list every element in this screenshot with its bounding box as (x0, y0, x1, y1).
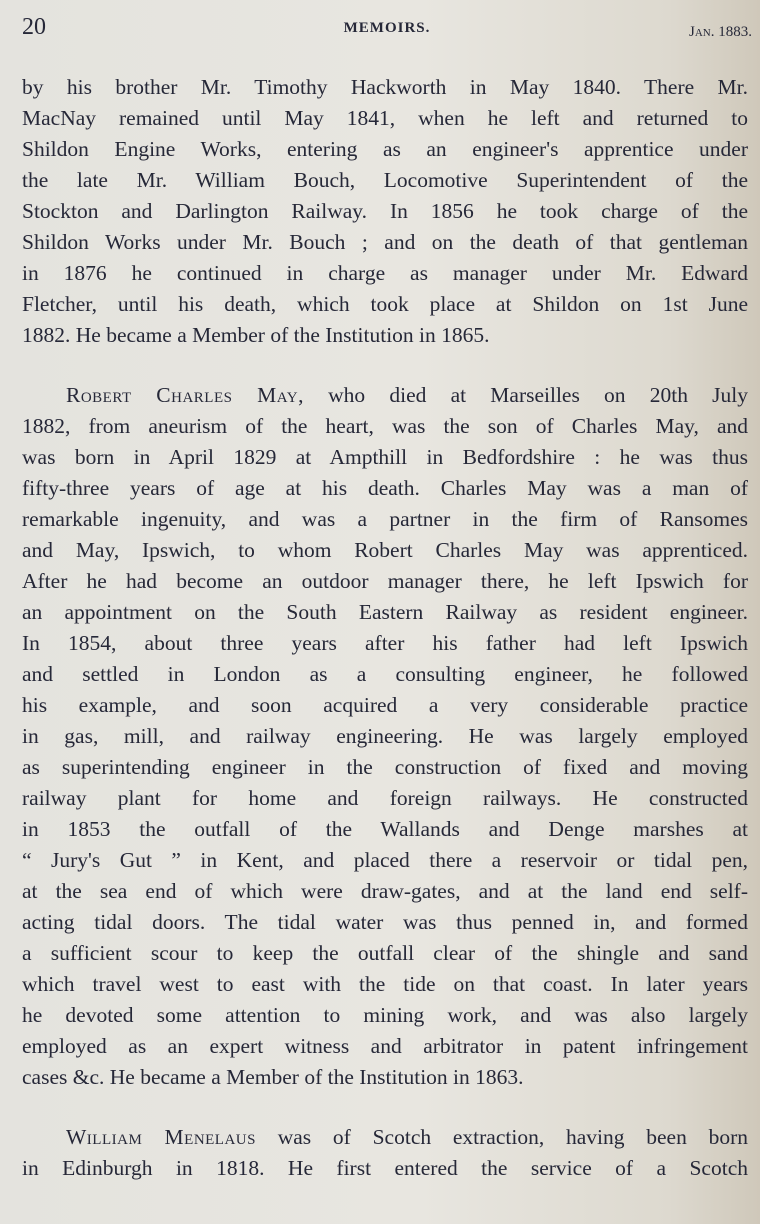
text-line (22, 845, 748, 876)
text-line (22, 442, 748, 473)
text-line (22, 938, 748, 969)
text-line (22, 1062, 748, 1093)
text-line (22, 1000, 748, 1031)
text-line (22, 258, 748, 289)
text-line (22, 289, 748, 320)
line-text: railway plant for home and foreign railways. He constructed (22, 786, 748, 810)
line-text: employed as an expert witness and arbitrator in patent infringement (22, 1034, 748, 1058)
text-line (22, 1153, 748, 1184)
text-line (22, 876, 748, 907)
text-line (22, 783, 748, 814)
text-line (22, 103, 748, 134)
text-line (22, 907, 748, 938)
memoir-paragraph (22, 380, 748, 1093)
line-text: a sufficient scour to keep the outfall clear of the shingle and sand (22, 941, 748, 965)
text-line (22, 721, 748, 752)
line-text: fifty-three years of age at his death. Charles May was a man of (22, 476, 748, 500)
line-text: Stockton and Darlington Railway. In 1856 he took charge of the (22, 199, 748, 223)
text-line (22, 72, 748, 103)
memoir-paragraph (22, 72, 748, 351)
text-line (22, 165, 748, 196)
line-text: which travel west to east with the tide on that coast. In later years (22, 972, 748, 996)
page-number: 20 (22, 14, 46, 40)
header-date: Jan. 1883. (689, 24, 752, 40)
line-text: in 1853 the outfall of the Wallands and Denge marshes at (22, 817, 748, 841)
line-text: and settled in London as a consulting engineer, he followed (22, 662, 748, 686)
line-text: at the sea end of which were draw-gates, and at the land end self- (22, 879, 748, 903)
text-line (22, 1122, 748, 1153)
running-title: MEMOIRS. (343, 20, 431, 36)
text-line (22, 535, 748, 566)
line-text: as superintending engineer in the construction of fixed and moving (22, 755, 748, 779)
line-text: Shildon Engine Works, entering as an engineer's apprentice under (22, 137, 748, 161)
text-line (22, 320, 748, 351)
line-text: the late Mr. William Bouch, Locomotive Superintendent of the (22, 168, 748, 192)
text-line (22, 134, 748, 165)
page-body (22, 72, 748, 1213)
line-text: was of Scotch extraction, having been born (255, 1125, 748, 1149)
line-text: he devoted some attention to mining work, and was also largely (22, 1003, 748, 1027)
line-text: MacNay remained until May 1841, when he left and returned to (22, 106, 748, 130)
line-text: and May, Ipswich, to whom Robert Charles May was apprenticed. (22, 538, 748, 562)
line-text: his example, and soon acquired a very considerable practice (22, 693, 748, 717)
page-header (22, 14, 752, 44)
memoir-name: Robert Charles May, (66, 383, 304, 407)
text-line (22, 380, 748, 411)
line-text: In 1854, about three years after his father had left Ipswich (22, 631, 748, 655)
text-line (22, 196, 748, 227)
line-text: 1882. He became a Member of the Institution in 1865. (22, 323, 490, 347)
line-text: was born in April 1829 at Ampthill in Bedfordshire : he was thus (22, 445, 748, 469)
line-text: cases &c. He became a Member of the Institution in 1863. (22, 1065, 524, 1089)
text-line (22, 628, 748, 659)
line-text: by his brother Mr. Timothy Hackworth in May 1840. There Mr. (22, 75, 748, 99)
line-text: who died at Marseilles on 20th July (303, 383, 748, 407)
text-line (22, 969, 748, 1000)
line-text: an appointment on the South Eastern Railway as resident engineer. (22, 600, 748, 624)
text-line (22, 473, 748, 504)
text-line (22, 659, 748, 690)
line-text: After he had become an outdoor manager there, he left Ipswich for (22, 569, 748, 593)
line-text: acting tidal doors. The tidal water was thus penned in, and formed (22, 910, 748, 934)
memoir-paragraph (22, 1122, 748, 1184)
line-text: Fletcher, until his death, which took place at Shildon on 1st June (22, 292, 748, 316)
text-line (22, 690, 748, 721)
text-line (22, 566, 748, 597)
line-text: Shildon Works under Mr. Bouch ; and on the death of that gentleman (22, 230, 748, 254)
line-text: in 1876 he continued in charge as manager under Mr. Edward (22, 261, 748, 285)
text-line (22, 227, 748, 258)
text-line (22, 597, 748, 628)
text-line (22, 752, 748, 783)
text-line (22, 504, 748, 535)
line-text: in gas, mill, and railway engineering. He was largely employed (22, 724, 748, 748)
text-line (22, 411, 748, 442)
line-text: “ Jury's Gut ” in Kent, and placed there a reservoir or tidal pen, (22, 848, 748, 872)
line-text: 1882, from aneurism of the heart, was the son of Charles May, and (22, 414, 748, 438)
memoir-name: William Menelaus (66, 1125, 256, 1149)
text-line (22, 814, 748, 845)
line-text: in Edinburgh in 1818. He first entered the service of a Scotch (22, 1156, 748, 1180)
line-text: remarkable ingenuity, and was a partner in the firm of Ransomes (22, 507, 748, 531)
text-line (22, 1031, 748, 1062)
